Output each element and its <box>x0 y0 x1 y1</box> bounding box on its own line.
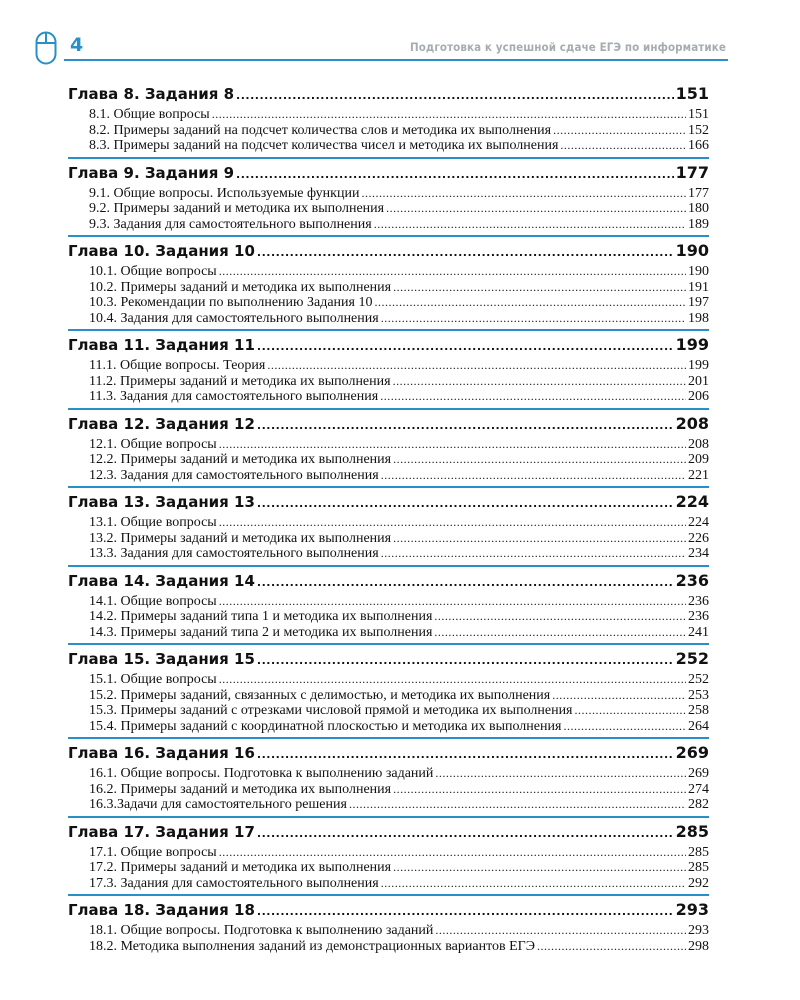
chapter-heading[interactable] <box>68 822 709 845</box>
section-page-number: 293 <box>688 923 709 938</box>
toc-chapter <box>68 743 709 818</box>
dot-leader <box>393 280 686 295</box>
chapter-page-number: 199 <box>675 335 709 354</box>
dot-leader <box>374 217 686 232</box>
dot-leader <box>257 419 674 432</box>
section-page-number: 292 <box>688 875 709 891</box>
section-page-number: 282 <box>688 797 709 812</box>
page-number: 4 <box>70 34 84 56</box>
dot-leader <box>381 546 686 561</box>
section-title: 8.2. Примеры заданий на подсчет количества слов и методика их выполнения <box>89 122 552 138</box>
section-title: 10.4. Задания для самостоятельного выполнения <box>89 310 379 326</box>
dot-leader <box>219 672 686 687</box>
section-title: 18.2. Методика выполнения заданий из демонстрационных вариантов ЕГЭ <box>89 938 535 954</box>
dot-leader <box>381 311 686 326</box>
section-title: 15.3. Примеры заданий с отрезками числовой прямой и методика их выполнения <box>89 703 573 718</box>
toc-section[interactable] <box>68 797 709 813</box>
chapter-divider <box>68 329 709 331</box>
toc-section[interactable] <box>68 437 709 453</box>
dot-leader <box>236 168 674 181</box>
section-page-number: 226 <box>688 530 709 546</box>
dot-leader <box>361 186 686 201</box>
dot-leader <box>563 719 686 734</box>
section-page-number: 198 <box>688 310 709 326</box>
toc-section[interactable] <box>68 295 709 311</box>
section-title: 9.3. Задания для самостоятельного выполнения <box>89 216 372 232</box>
section-page-number: 151 <box>688 107 709 122</box>
section-title: 16.3.Задачи для самостоятельного решения <box>89 797 347 812</box>
page-header <box>0 0 800 70</box>
chapter-title: Глава 9. Задания 9 <box>68 163 235 182</box>
dot-leader <box>257 340 674 353</box>
toc-section[interactable] <box>68 672 709 688</box>
toc-chapter <box>68 163 709 238</box>
section-page-number: 236 <box>688 609 709 624</box>
toc-chapter <box>68 335 709 410</box>
dot-leader <box>219 264 686 279</box>
chapter-heading[interactable] <box>68 414 709 437</box>
section-title: 12.2. Примеры заданий и методика их выполнения <box>89 452 392 467</box>
section-title: 13.3. Задания для самостоятельного выполнения <box>89 546 379 561</box>
dot-leader <box>575 703 687 718</box>
toc-section[interactable] <box>68 217 709 233</box>
toc-section[interactable] <box>68 311 709 327</box>
section-title: 15.2. Примеры заданий, связанных с делимостью, и методика их выполнения <box>89 687 551 703</box>
dot-leader <box>552 688 686 703</box>
section-title: 17.2. Примеры заданий и методика их выполнения <box>89 860 392 875</box>
toc-section[interactable] <box>68 923 709 939</box>
toc-section[interactable] <box>68 531 709 547</box>
dot-leader <box>219 594 686 609</box>
dot-leader <box>435 766 686 781</box>
chapter-title: Глава 11. Задания 11 <box>68 336 255 354</box>
toc-chapter <box>68 492 709 567</box>
toc-chapter <box>68 571 709 646</box>
dot-leader <box>434 625 686 640</box>
chapter-title: Глава 14. Задания 14 <box>68 571 255 590</box>
dot-leader <box>257 576 674 589</box>
toc-chapter <box>68 241 709 331</box>
chapter-divider <box>68 816 709 818</box>
section-page-number: 241 <box>688 624 709 640</box>
section-page-number: 224 <box>688 515 709 530</box>
section-title: 8.3. Примеры заданий на подсчет количества чисел и методика их выполнения <box>89 138 559 153</box>
chapter-heading[interactable] <box>68 649 709 672</box>
section-page-number: 177 <box>688 185 709 201</box>
toc-section[interactable] <box>68 201 709 217</box>
toc-section[interactable] <box>68 845 709 861</box>
section-page-number: 197 <box>688 295 709 310</box>
chapter-heading[interactable] <box>68 241 709 264</box>
chapter-heading[interactable] <box>68 84 709 107</box>
toc-section[interactable] <box>68 594 709 610</box>
chapter-heading[interactable] <box>68 900 709 923</box>
chapter-divider <box>68 643 709 645</box>
section-page-number: 189 <box>688 216 709 232</box>
section-page-number: 199 <box>688 358 709 373</box>
toc-chapter <box>68 649 709 739</box>
section-title: 16.2. Примеры заданий и методика их выполнения <box>89 781 392 797</box>
dot-leader <box>381 468 686 483</box>
section-title: 18.1. Общие вопросы. Подготовка к выполнению заданий <box>89 923 434 938</box>
section-title: 10.2. Примеры заданий и методика их выполнения <box>89 279 392 295</box>
chapter-page-number: 208 <box>675 413 709 433</box>
dot-leader <box>267 358 686 373</box>
section-page-number: 285 <box>688 860 709 875</box>
chapter-title: Глава 10. Задания 10 <box>68 242 255 260</box>
toc-section[interactable] <box>68 264 709 280</box>
chapter-page-number: 252 <box>675 649 709 668</box>
header-divider <box>64 59 728 61</box>
toc-section[interactable] <box>68 452 709 468</box>
toc-chapter <box>68 822 709 897</box>
section-page-number: 206 <box>688 389 709 404</box>
dot-leader <box>434 609 686 624</box>
dot-leader <box>393 782 686 797</box>
chapter-page-number: 177 <box>675 162 709 182</box>
dot-leader <box>393 374 686 389</box>
dot-leader <box>212 107 686 122</box>
section-page-number: 236 <box>688 593 709 609</box>
chapter-title: Глава 8. Задания 8 <box>68 85 235 103</box>
chapter-page-number: 224 <box>675 492 709 511</box>
dot-leader <box>257 748 674 761</box>
toc-section[interactable] <box>68 280 709 296</box>
dot-leader <box>219 515 686 530</box>
chapter-heading[interactable] <box>68 743 709 766</box>
section-title: 17.1. Общие вопросы <box>89 844 217 860</box>
chapter-page-number: 151 <box>675 84 709 103</box>
chapter-divider <box>68 737 709 739</box>
dot-leader <box>393 531 686 546</box>
dot-leader <box>257 905 674 918</box>
toc-section[interactable] <box>68 703 709 719</box>
toc-section[interactable] <box>68 546 709 562</box>
chapter-title: Глава 12. Задания 12 <box>68 414 255 433</box>
section-page-number: 209 <box>688 452 709 467</box>
section-page-number: 269 <box>688 766 709 781</box>
toc-chapter <box>68 414 709 489</box>
dot-leader <box>435 923 686 938</box>
toc-chapter <box>68 900 709 954</box>
chapter-divider <box>68 565 709 567</box>
dot-leader <box>374 295 686 310</box>
running-title: Подготовка к успешной сдаче ЕГЭ по информатике <box>409 40 726 54</box>
section-page-number: 274 <box>688 781 709 797</box>
toc-section[interactable] <box>68 860 709 876</box>
computer-mouse-icon <box>35 31 57 65</box>
section-page-number: 298 <box>688 938 709 954</box>
chapter-page-number: 190 <box>675 241 709 260</box>
section-title: 11.2. Примеры заданий и методика их выполнения <box>89 373 391 389</box>
chapter-title: Глава 18. Задания 18 <box>68 901 255 919</box>
section-title: 15.1. Общие вопросы <box>89 672 217 687</box>
chapter-page-number: 285 <box>675 821 709 841</box>
section-title: 14.3. Примеры заданий типа 2 и методика их выполнения <box>89 624 433 640</box>
dot-leader <box>257 497 674 510</box>
dot-leader <box>257 654 674 667</box>
chapter-heading[interactable] <box>68 571 709 594</box>
toc-section[interactable] <box>68 782 709 798</box>
section-title: 14.1. Общие вопросы <box>89 593 217 609</box>
toc-section[interactable] <box>68 358 709 374</box>
chapter-page-number: 269 <box>675 743 709 762</box>
toc-section[interactable] <box>68 389 709 405</box>
section-title: 10.1. Общие вопросы <box>89 264 217 279</box>
section-title: 11.3. Задания для самостоятельного выполнения <box>89 389 379 404</box>
section-page-number: 201 <box>688 373 709 389</box>
toc-section[interactable] <box>68 374 709 390</box>
dot-leader <box>393 452 686 467</box>
dot-leader <box>236 89 674 102</box>
toc-section[interactable] <box>68 625 709 641</box>
section-title: 16.1. Общие вопросы. Подготовка к выполнению заданий <box>89 766 434 781</box>
toc-section[interactable] <box>68 766 709 782</box>
dot-leader <box>381 876 686 891</box>
toc-chapter <box>68 84 709 159</box>
dot-leader <box>386 201 686 216</box>
chapter-page-number: 236 <box>675 570 709 590</box>
chapter-title: Глава 16. Задания 16 <box>68 744 255 762</box>
section-title: 9.2. Примеры заданий и методика их выполнения <box>89 201 385 216</box>
dot-leader <box>553 123 686 138</box>
section-title: 13.2. Примеры заданий и методика их выполнения <box>89 530 392 546</box>
section-page-number: 234 <box>688 546 709 561</box>
dot-leader <box>560 138 686 153</box>
toc-section[interactable] <box>68 138 709 154</box>
section-page-number: 208 <box>688 436 709 452</box>
chapter-title: Глава 17. Задания 17 <box>68 822 255 841</box>
chapter-divider <box>68 486 709 488</box>
chapter-page-number: 293 <box>675 900 709 919</box>
section-title: 9.1. Общие вопросы. Используемые функции <box>89 185 360 201</box>
section-title: 14.2. Примеры заданий типа 1 и методика их выполнения <box>89 609 433 624</box>
chapter-divider <box>68 157 709 159</box>
toc-section[interactable] <box>68 186 709 202</box>
chapter-divider <box>68 894 709 896</box>
toc-section[interactable] <box>68 468 709 484</box>
section-title: 15.4. Примеры заданий с координатной плоскостью и методика их выполнения <box>89 718 562 734</box>
toc-section[interactable] <box>68 876 709 892</box>
dot-leader <box>380 389 686 404</box>
section-title: 12.1. Общие вопросы <box>89 436 217 452</box>
section-page-number: 190 <box>688 264 709 279</box>
section-title: 11.1. Общие вопросы. Теория <box>89 358 266 373</box>
toc-section[interactable] <box>68 515 709 531</box>
dot-leader <box>257 246 674 259</box>
dot-leader <box>349 797 686 812</box>
chapter-heading[interactable] <box>68 335 709 358</box>
toc-section[interactable] <box>68 719 709 735</box>
toc-section[interactable] <box>68 939 709 955</box>
section-page-number: 180 <box>688 201 709 216</box>
toc-section[interactable] <box>68 688 709 704</box>
section-page-number: 285 <box>688 844 709 860</box>
section-page-number: 152 <box>688 122 709 138</box>
section-title: 13.1. Общие вопросы <box>89 515 217 530</box>
section-page-number: 253 <box>688 687 709 703</box>
section-page-number: 191 <box>688 279 709 295</box>
dot-leader <box>537 939 686 954</box>
dot-leader <box>393 860 686 875</box>
section-page-number: 264 <box>688 718 709 734</box>
toc-section[interactable] <box>68 107 709 123</box>
section-title: 17.3. Задания для самостоятельного выполнения <box>89 875 379 891</box>
dot-leader <box>219 845 686 860</box>
section-page-number: 258 <box>688 703 709 718</box>
chapter-divider <box>68 235 709 237</box>
section-page-number: 221 <box>688 467 709 483</box>
table-of-contents <box>68 84 709 958</box>
chapter-divider <box>68 408 709 410</box>
section-title: 8.1. Общие вопросы <box>89 107 210 122</box>
section-title: 12.3. Задания для самостоятельного выполнения <box>89 467 379 483</box>
chapter-heading[interactable] <box>68 163 709 186</box>
chapter-title: Глава 15. Задания 15 <box>68 650 255 668</box>
section-page-number: 166 <box>688 138 709 153</box>
chapter-title: Глава 13. Задания 13 <box>68 493 255 511</box>
dot-leader <box>257 827 674 840</box>
section-page-number: 252 <box>688 672 709 687</box>
dot-leader <box>219 437 686 452</box>
toc-section[interactable] <box>68 123 709 139</box>
section-title: 10.3. Рекомендации по выполнению Задания 10 <box>89 295 373 310</box>
toc-section[interactable] <box>68 609 709 625</box>
chapter-heading[interactable] <box>68 492 709 515</box>
